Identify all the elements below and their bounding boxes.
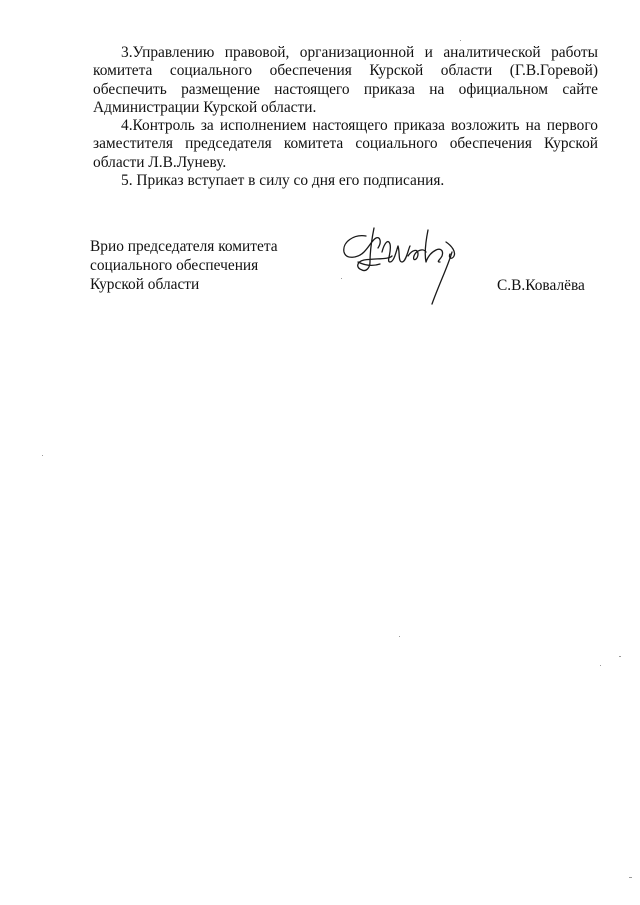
position-line: социального обеспечения <box>90 257 259 274</box>
paragraph-item-4: 4.Контроль за исполнением настоящего приказа возложить на первого заместителя председателя комитета социального обеспечения Курской области Л.В.Луневу. <box>93 117 598 171</box>
document-body <box>93 44 598 190</box>
paragraph-item-3: 3.Управлению правовой, организационной и аналитической работы комитета социального обеспечения Курской области (Г.В.Горевой) обеспечить размещение настоящего приказа на официальном сайте Администрации Курской области. <box>93 44 598 116</box>
scan-speck <box>629 877 632 878</box>
scan-speck <box>619 656 621 657</box>
position-line: Врио председателя комитета <box>90 238 278 255</box>
signatory-position <box>90 237 278 294</box>
scan-speck <box>460 40 461 41</box>
scan-speck <box>341 278 342 279</box>
paragraph-item-5: 5. Приказ вступает в силу со дня его подписания. <box>121 172 445 190</box>
position-line: Курской области <box>90 276 200 293</box>
scan-speck <box>600 665 601 666</box>
signer-name: С.В.Ковалёва <box>497 277 585 294</box>
scan-speck <box>42 455 43 456</box>
scan-speck <box>399 636 400 637</box>
handwritten-signature <box>336 222 466 312</box>
